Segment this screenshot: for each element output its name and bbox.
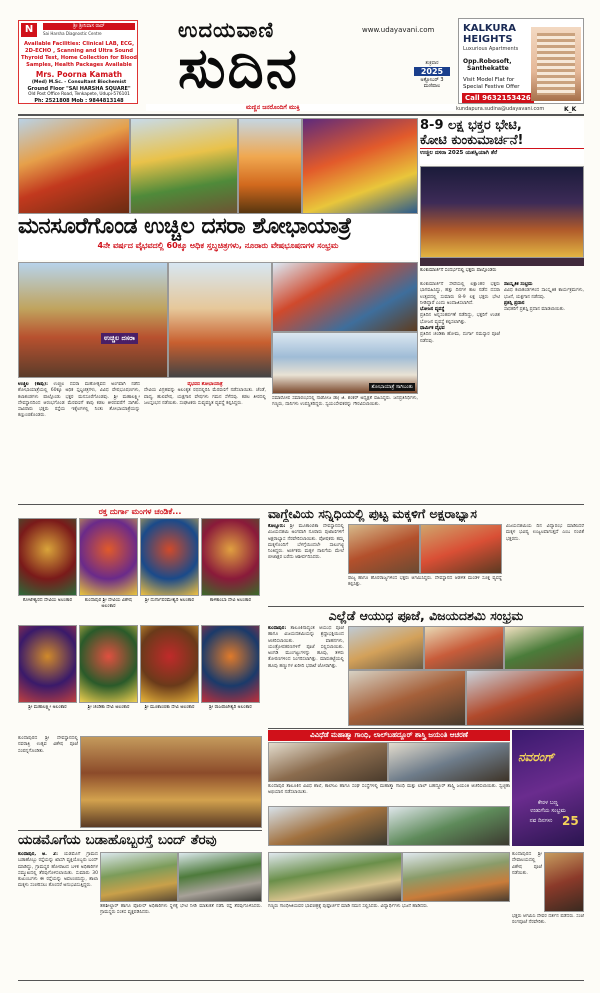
goddess-cell xyxy=(79,518,138,623)
goddess-caption: ಕೋಟೇಶ್ವರದ ದೇವಿಯ ಅಲಂಕಾರ xyxy=(22,598,73,603)
night-crowd-photo xyxy=(420,166,584,258)
lead-body-3 xyxy=(272,396,418,502)
lead-right-sub-2: ಸಾಂಸ್ಕೃತಿಕ ಸಂಭ್ರಮ xyxy=(504,282,533,287)
goddess-cell xyxy=(140,625,199,730)
bottom-right-text-2-body: ಭಕ್ತರು ಆಗಮಿಸಿ ದೇವರ ದರ್ಶನ ಪಡೆದರು. ಸಂಜೆ ರಂಗಪೂಜೆ ನೆರವೇರಿತು. xyxy=(512,914,584,926)
lead-right-text-4: ಪ್ರತಿದಿನ ಚಂಡಿಕಾ ಹೋಮ, ದುರ್ಗಾ ನಮಸ್ಕಾರ ಪೂಜೆ ನಡೆದವು. xyxy=(420,332,500,344)
bandh-body-2: ತಹಶೀಲ್ದಾರ್ ಹಾಗೂ ಪೊಲೀಸ್ ಅಧಿಕಾರಿಗಳು ಸ್ಥಳಕ್ಕೆ ಭೇಟಿ ನೀಡಿ ಮಾತುಕತೆ ನಡೆಸಿ ರಸ್ತೆ ತೆರವುಗೊಳಿಸಿದರು. ಗ್ರಾಮಸ್ಥರು ಸಂತಸ ವ್ಯಕ್ತಪಡಿಸಿದರು. xyxy=(100,904,262,916)
building-image xyxy=(531,27,581,101)
ad-facilities-2: 2D-ECHO , Scanning and Ultra Sound xyxy=(25,48,133,54)
lead-dateline: ಉಚ್ಚಿಲ (ಕಾಪು): xyxy=(18,382,48,387)
side-headline-1: 8-9 ಲಕ್ಷ ಭಕ್ತರ ಭೇಟಿ, xyxy=(420,118,522,133)
side-headline-box xyxy=(420,118,584,164)
navaratri-title: ನವರಂಗ್ xyxy=(518,750,555,764)
lead-right-sub-4: ಪ್ರಶಸ್ತಿ ಪ್ರದಾನ xyxy=(504,300,525,306)
aksharabhyasa-col-2 xyxy=(348,576,502,604)
goddess-photo xyxy=(140,518,199,596)
clinic-logo: N xyxy=(21,23,37,37)
lead-photo-3 xyxy=(238,118,302,214)
aksharabhyasa-body-2: ರಾಜ್ಯ ಹಾಗೂ ಹೊರರಾಜ್ಯಗಳಿಂದ ಭಕ್ತರು ಆಗಮಿಸಿದ್ದರು. ದೇವಸ್ಥಾನದ ಆಡಳಿತ ಮಂಡಳಿ ಸೂಕ್ತ ವ್ಯವಸ್ಥೆ ಕಲ್ಪಿಸಿತ್ತು. xyxy=(348,576,502,588)
masthead-logo: ಸುದಿನ xyxy=(178,36,299,101)
navaratri-box[interactable] xyxy=(512,730,584,846)
goddess-caption: ಕುಂದಾಪುರ ಶ್ರೀ ದೇವಿಯ ವಿಶೇಷ ಅಲಂಕಾರ xyxy=(84,598,133,609)
ad-right-title: KALKURA xyxy=(463,23,516,34)
header-ad-left[interactable] xyxy=(18,20,138,104)
gandhi-photo-1 xyxy=(268,742,388,782)
gandhi-body-2 xyxy=(268,904,510,978)
goddess-cell xyxy=(201,518,260,623)
ayudha-photo-5 xyxy=(466,670,584,726)
shrine-label: ಉಚ್ಚಿಲ ದಸರಾ xyxy=(101,333,138,344)
bandh-col-1 xyxy=(18,852,98,978)
ayudha-headline: ಎಲ್ಲೆಡೆ ಆಯುಧ ಪೂಜೆ, ವಿಜಯದಶಮಿ ಸಂಭ್ರಮ xyxy=(328,608,524,623)
date-box xyxy=(414,60,450,104)
goddess-photo xyxy=(79,625,138,703)
ad-facilities-3: Thyroid Test, Home Collection for Blood xyxy=(21,55,137,61)
goddess-caption: ಶ್ರೀ ರಾಜರಾಜೇಶ್ವರಿ ಅಲಂಕಾರ xyxy=(209,705,252,710)
ad-right-offer-2: Special Festive Offer xyxy=(463,84,520,90)
ayudha-dateline: ಕುಂದಾಪುರ: xyxy=(268,626,287,631)
masthead-top: ಉದಯವಾಣಿ xyxy=(178,18,275,42)
ship-float-photo xyxy=(272,332,418,394)
gandhi-headline: ವಿವಿಧೆಡೆ ಮಹಾತ್ಮಾ ಗಾಂಧಿ, ಲಾಲ್‌ಬಹದ್ದೂರ್ ಶಾಸ್ತ್ರಿ ಜಯಂತಿ ಆಚರಣೆ xyxy=(268,730,510,741)
lead-subhead-2: ವೈಭವದ ಶೋಭಾಯಾತ್ರೆ xyxy=(187,382,223,387)
bandh-col-2 xyxy=(100,904,262,978)
ayudha-col-1 xyxy=(268,626,344,726)
lead-right-col-b xyxy=(504,282,584,502)
goddess-cell xyxy=(18,518,77,623)
lead-body-1 xyxy=(18,382,140,502)
bandh-photo-2 xyxy=(178,852,262,902)
ayudha-photo-1 xyxy=(348,626,424,670)
gandhi-body-text: ಕುಂದಾಪುರ ತಾಲೂಕಿನ ವಿವಿಧ ಶಾಲೆ, ಕಾಲೇಜು ಹಾಗೂ ಸಂಘ ಸಂಸ್ಥೆಗಳಲ್ಲಿ ಮಹಾತ್ಮಾ ಗಾಂಧಿ ಮತ್ತು ಲಾಲ್ ಬಹದ್ದೂರ್ ಶಾಸ್ತ್ರಿ ಜಯಂತಿ ಆಚರಿಸಲಾಯಿತು. ಸ್ವಚ್ಛತಾ ಅಭಿಯಾನ ನಡೆಸಲಾಯಿತು. xyxy=(268,784,510,796)
bottom-right-text-2 xyxy=(512,914,584,978)
lead-right-col-a xyxy=(420,282,500,502)
navaratri-line-1: ಕೇರಳ ಬಣ್ಣ xyxy=(537,800,559,806)
gandhi-body-2-text: ಗಣ್ಯರು ಗಾಂಧೀಜಿಯವರ ಭಾವಚಿತ್ರಕ್ಕೆ ಪುಷ್ಪಾರ್ಚನೆ ಮಾಡಿ ನಮನ ಸಲ್ಲಿಸಿದರು. ವಿದ್ಯಾರ್ಥಿಗಳು ಭಜನೆ ಹಾಡಿದರು. xyxy=(268,904,429,909)
clinic-name: Sai Harsha Diagnostic Centre xyxy=(43,31,102,36)
header-ad-right[interactable] xyxy=(458,18,584,104)
goddess-photo xyxy=(79,518,138,596)
lead-right-sub-3: ಧಾರ್ಮಿಕ ವೈಭವ xyxy=(420,326,445,332)
tagline: ಮಣ್ಣಿನ ಜನರೊಂದಿಗೆ ಮುಕ್ತಿ xyxy=(246,104,300,111)
website[interactable]: www.udayavani.com xyxy=(362,26,435,34)
float-photo xyxy=(272,262,418,332)
lead-right-text-1: ಕುಂಕುಮಾರ್ಚನೆ ಸೇವೆಯಲ್ಲಿ ಲಕ್ಷಾಂತರ ಭಕ್ತರು ಭಾಗವಹಿಸಿದ್ದು, ಹತ್ತು ದಿನಗಳ ಕಾಲ ನಡೆದ ದಸರಾ ಉತ್ಸವದಲ್ಲಿ ಸುಮಾರು 8-9 ಲಕ್ಷ ಭಕ್ತರು ಭೇಟಿ ನೀಡಿದ್ದಾರೆ ಎಂದು ಅಂದಾಜಿಸಲಾಗಿದೆ. xyxy=(420,282,500,306)
bandh-body: ಯಡಮೊಗೆ ಗ್ರಾಮದ ಬಡಾಹೊಬ್ಬು ರಸ್ತೆಯನ್ನು ಖಾಸಗಿ ವ್ಯಕ್ತಿಯೊಬ್ಬರು ಬಂದ್ ಮಾಡಿದ್ದು, ಗ್ರಾಮಸ್ಥರ ಹೋರಾಟದ ಬಳಿಕ ಅಧಿಕಾರಿಗಳ ಸಮ್ಮುಖದಲ್ಲಿ ತೆರವುಗೊಳಿಸಲಾಯಿತು. ಸುಮಾರು 30 ಕುಟುಂಬಗಳು ಈ ರಸ್ತೆಯನ್ನು ಅವಲಂಬಿಸಿದ್ದು, ಶಾಲಾ ಮಕ್ಕಳು ಸಂಚರಿಸಲು ತೊಂದರೆ ಅನುಭವಿಸುತ್ತಿದ್ದರು. xyxy=(18,852,98,889)
bottom-right-photo xyxy=(544,852,584,912)
lead-text-2: ದೇವಿಯ ವಿಗ್ರಹವನ್ನು ಅಲಂಕೃತ ರಥದಲ್ಲಿರಿಸಿ ಮೆರವಣಿಗೆ ನಡೆಸಲಾಯಿತು. ಚೆಂಡೆ, ವಾದ್ಯ, ಹುಲಿವೇಷ, ಯಕ್ಷಗಾನ ವೇಷಗಳು ಗಮನ ಸೆಳೆದವು. ಕಡಲ ತೀರದಲ್ಲಿ ಜಲಸ್ತಂಭನ ನಡೆಯಿತು. ಸಂಘಟಕರು ಸುವ್ಯವಸ್ಥಿತ ವ್ಯವಸ್ಥೆ ಕಲ್ಪಿಸಿದ್ದರು. xyxy=(144,388,266,406)
goddess-cell xyxy=(140,518,199,623)
lead-right-text-5: ಸಾಧಕರಿಗೆ ಪ್ರಶಸ್ತಿ ಪ್ರದಾನ ಮಾಡಲಾಯಿತು. xyxy=(504,307,566,313)
aksharabhyasa-body: ಶ್ರೀ ಮೂಕಾಂಬಿಕಾ ದೇವಸ್ಥಾನದಲ್ಲಿ ವಿಜಯದಶಮಿ ಅಂಗವಾಗಿ ನೂರಾರು ಪುಟಾಣಿಗಳಿಗೆ ಅಕ್ಷರಾಭ್ಯಾಸ ನೆರವೇರಿಸಲಾಯಿತು. ಪೋಷಕರು ತಮ್ಮ ಮಕ್ಕಳೊಂದಿಗೆ ಬೆಳಗ್ಗೆಯಿಂದಲೇ ಸಾಲುಗಟ್ಟಿ ನಿಂತಿದ್ದರು. ಅರ್ಚಕರು ಮಕ್ಕಳ ನಾಲಿಗೆಯ ಮೇಲೆ ಬೀಜಾಕ್ಷರ ಬರೆದು ಆಶೀರ್ವದಿಸಿದರು. xyxy=(268,524,344,561)
aksharabhyasa-dateline: ಕೊಲ್ಲೂರು: xyxy=(268,524,286,529)
bandh-headline: ಯಡಮೊಗೆಯ ಬಡಾಹೊಬ್ಬರಸ್ತೆ ಬಂದ್ ತೆರವು xyxy=(18,832,217,848)
goddess-side-text-body: ಕುಂದಾಪುರದ ಶ್ರೀ ದೇವಸ್ಥಾನದಲ್ಲಿ ನವರಾತ್ರಿ ಉತ್ಸವ ವಿಶೇಷ ಪೂಜೆ ಸಂಪನ್ನಗೊಂಡಿತು. xyxy=(18,736,78,754)
ad-left-tag: ಶ್ರೀ ಶ್ರೀನಿವಾಸ ರಾವ್ xyxy=(43,23,135,30)
bandh-photo-3 xyxy=(268,852,402,902)
ayudha-photo-2 xyxy=(424,626,504,670)
aksharabhyasa-photo-1 xyxy=(348,524,420,574)
ayudha-photo-3 xyxy=(504,626,584,670)
lead-headline: ಮನಸೂರೆಗೊಂಡ ಉಚ್ಚಿಲ ದಸರಾ ಶೋಭಾಯಾತ್ರೆ xyxy=(18,214,352,239)
ad-facilities-1: Available Facilities: Clinical LAB, ECG, xyxy=(23,41,135,47)
ad-right-phone: Call 9632153426 xyxy=(462,93,534,103)
goddess-caption: ಶ್ರೀ ಮಹಾಲಕ್ಷ್ಮೀ ಅಲಂಕಾರ xyxy=(28,705,67,710)
ad-facilities-4: Samples, Health Packages Available xyxy=(26,62,132,68)
aksharabhyasa-body-3: ವಿಜಯದಶಮಿಯ ದಿನ ವಿದ್ಯಾರಂಭ ಮಾಡಿಸಿದರೆ ಮಕ್ಕಳ ಭವಿಷ್ಯ ಉಜ್ವಲವಾಗುತ್ತದೆ ಎಂಬ ನಂಬಿಕೆ ಭಕ್ತರದು. xyxy=(506,524,584,542)
temple-photo xyxy=(18,262,168,378)
goddess-photo xyxy=(18,518,77,596)
goddess-caption: ಶ್ರೀ ಚಂಡಿಕಾ ದೇವಿ ಅಲಂಕಾರ xyxy=(87,705,130,710)
edition-email[interactable]: kundapura.sudina@udayavani.com xyxy=(456,106,545,112)
lead-headline-box xyxy=(18,214,418,260)
lead-text-3: ಸಮಾರೋಪ ಸಮಾರಂಭದಲ್ಲಿ ನಾಡೋಜ ಡಾ| ಜಿ. ಶಂಕರ್ ಅಧ್ಯಕ್ಷತೆ ವಹಿಸಿದ್ದರು. ಜನಪ್ರತಿನಿಧಿಗಳು, ಗಣ್ಯರು, ದಾನಿಗಳು ಉಪಸ್ಥಿತರಿದ್ದರು. ಸ್ವಯಂಸೇವಕರನ್ನು ಗೌರವಿಸಲಾಯಿತು. xyxy=(272,396,418,408)
ayudha-body: ತಾಲೂಕಿನಾದ್ಯಂತ ಆಯುಧ ಪೂಜೆ ಹಾಗೂ ವಿಜಯದಶಮಿಯನ್ನು ಶ್ರದ್ಧಾಭಕ್ತಿಯಿಂದ ಆಚರಿಸಲಾಯಿತು. ವಾಹನಗಳು, ಯಂತ್ರೋಪಕರಣಗಳಿಗೆ ಪೂಜೆ ಸಲ್ಲಿಸಲಾಯಿತು. ಅಂಗಡಿ ಮುಂಗಟ್ಟುಗಳನ್ನು ಹೂವು, ತಳಿರು ತೋರಣಗಳಿಂದ ಸಿಂಗರಿಸಲಾಗಿತ್ತು. ಮಾರುಕಟ್ಟೆಯಲ್ಲಿ ಹೂವು ಹಣ್ಣುಗಳ ಖರೀದಿ ಭರಾಟೆ ಜೋರಾಗಿತ್ತು. xyxy=(268,626,344,669)
goddess-side-text xyxy=(18,736,78,828)
lead-photo-4 xyxy=(302,118,418,214)
date-day: ಶುಕ್ರವಾರ xyxy=(425,61,439,66)
goddess-grid xyxy=(18,518,262,732)
temple-interior-photo xyxy=(80,736,262,828)
goddess-photo xyxy=(201,518,260,596)
goddess-caption: ಕಾಳಿಕಾಂಬಾ ದೇವಿ ಅಲಂಕಾರ xyxy=(209,598,252,603)
edition-code: K_K xyxy=(564,106,577,113)
goddess-photo xyxy=(140,625,199,703)
ad-address-1: Ground Floor "SAI HARSHA SQUARE" xyxy=(27,86,131,92)
date-year: 2025 xyxy=(414,67,450,76)
ad-right-title-2: HEIGHTS xyxy=(463,34,513,45)
goddess-title: ರಕ್ತ ದುರ್ಗಾ ಮಂಗಳ ಚಂಡಿಕೆ... xyxy=(98,507,182,516)
gandhi-body xyxy=(268,784,510,804)
aksharabhyasa-col-1 xyxy=(268,524,344,604)
ad-address-2: Old Post Office Road, Tenkapete, Udupi-576101 xyxy=(28,92,130,97)
goddess-caption: ಶ್ರೀ ಮೂಕಾಂಬಿಕಾ ದೇವಿ ಅಲಂಕಾರ xyxy=(144,705,195,710)
ad-right-location-1: Opp.Robosoft, xyxy=(463,58,512,65)
date-month: ಅಕ್ಟೋಬರ್ 3 xyxy=(420,77,444,83)
aksharabhyasa-col-3 xyxy=(506,524,584,604)
date-place: ಮಣಿಪಾಲ xyxy=(423,83,441,89)
lead-photo-2 xyxy=(130,118,238,214)
lead-right-sub-1: ಭೋಜನ ವ್ಯವಸ್ಥೆ xyxy=(420,307,445,313)
navaratri-line-3: ನವ ದಿನಗಳು xyxy=(529,818,553,824)
ad-doctor-name: Mrs. Poorna Kamath xyxy=(35,70,123,79)
goddess-cell xyxy=(201,625,260,730)
side-kicker: ಉಚ್ಚಿಲ ದಸರಾ 2025 ಯಶಸ್ವಿಯಾಗಿ ತೆರೆ xyxy=(420,148,584,157)
ad-right-offer-1: Visit Model Flat for xyxy=(463,77,515,83)
night-photo-caption: ಕುಂಕುಮಾರ್ಚನೆ ಸಂದರ್ಭದಲ್ಲಿ ಭಕ್ತರು ಪಾಲ್ಗೊಂಡರು xyxy=(420,268,497,273)
bandh-photo-4 xyxy=(402,852,510,902)
procession-photo xyxy=(168,262,272,378)
goddess-photo xyxy=(18,625,77,703)
bandh-dateline: ಕುಂದಾಪುರ, ಅ. 2: xyxy=(18,852,58,857)
goddess-photo xyxy=(201,625,260,703)
ad-right-sub: Luxurious Apartments xyxy=(463,46,519,52)
aksharabhyasa-photo-2 xyxy=(420,524,502,574)
crowd-photo-2 xyxy=(420,258,584,266)
ad-right-location-2: Santhekatte xyxy=(467,65,509,72)
lead-photo-1 xyxy=(18,118,130,214)
goddess-cell xyxy=(79,625,138,730)
aksharabhyasa-headline: ವಾಗ್ದೇವಿಯ ಸನ್ನಿಧಿಯಲ್ಲಿ ಪುಟ್ಟ ಮಕ್ಕಳಿಗೆ ಅಕ್ಷರಾಭ್ಯಾಸ xyxy=(268,506,477,521)
tagline-bar xyxy=(146,104,456,111)
navaratri-line-2: ಉಡುಗೆಯ ಸಂಭ್ರಮ xyxy=(530,808,566,814)
lead-body-2 xyxy=(144,382,266,502)
gandhi-photo-2 xyxy=(388,742,510,782)
goddess-caption: ಶ್ರೀ ದುರ್ಗಾಪರಮೇಶ್ವರಿ ಅಲಂಕಾರ xyxy=(144,598,195,603)
bandh-photo-1 xyxy=(100,852,178,902)
ad-phone: Ph: 2521808 Mob : 9844813148 xyxy=(34,98,124,104)
side-headline-2: ಕೋಟಿ ಕುಂಕುಮಾರ್ಚನೆ! xyxy=(420,133,524,148)
ayudha-photo-4 xyxy=(348,670,466,726)
navaratri-number: 25 xyxy=(562,814,579,828)
lead-text-1: ಉಚ್ಚಿಲ ದಸರಾ ಮಹೋತ್ಸವದ ಅಂಗವಾಗಿ ನಡೆದ ಶೋಭಾಯಾತ್ರೆಯಲ್ಲಿ 60ಕ್ಕೂ ಅಧಿಕ ಸ್ತಬ್ಧಚಿತ್ರಗಳು, ವಿವಿಧ ವೇಷಭೂಷಣಗಳು, ಕಲಾತಂಡಗಳು ಪಾಲ್ಗೊಂಡು ಭಕ್ತರ ಮನಸೂರೆಗೊಂಡವು. ಶ್ರೀ ಮಹಾಲಕ್ಷ್ಮೀ ದೇವಸ್ಥಾನದಿಂದ ಆರಂಭಗೊಂಡ ಮೆರವಣಿಗೆ ಕಾಪು ಕಡಲ ತೀರದವರೆಗೆ ಸಾಗಿತು. ಸಾವಿರಾರು ಭಕ್ತರು ರಸ್ತೆಯ ಇಕ್ಕೆಲಗಳಲ್ಲಿ ನಿಂತು ಶೋಭಾಯಾತ್ರೆಯನ್ನು ಕಣ್ತುಂಬಿಕೊಂಡರು. xyxy=(18,382,140,419)
bottom-right-text-1: ಕುಂದಾಪುರದ ಶ್ರೀ ದೇವಾಲಯದಲ್ಲಿ ವಿಶೇಷ ಪೂಜೆ ನಡೆಯಿತು. xyxy=(512,852,542,876)
goddess-cell xyxy=(18,625,77,730)
ad-doctor-sub: (Med) M.Sc. - Consultant Biochemist xyxy=(31,80,127,85)
ship-photo-label: ಶೋಭಾಯಾತ್ರೆ ಸಾಗಿಬಂತು xyxy=(371,384,413,390)
lead-right-text-2: ಪ್ರತಿದಿನ ಅನ್ನಸಂತರ್ಪಣೆ ನಡೆದಿದ್ದು, ಭಕ್ತರಿಗೆ ಉಚಿತ ಭೋಜನ ವ್ಯವಸ್ಥೆ ಕಲ್ಪಿಸಲಾಗಿತ್ತು. xyxy=(420,313,500,325)
lead-right-text-3: ವಿವಿಧ ಕಲಾತಂಡಗಳಿಂದ ಸಾಂಸ್ಕೃತಿಕ ಕಾರ್ಯಕ್ರಮಗಳು, ಭಜನೆ, ಯಕ್ಷಗಾನ ನಡೆದವು. xyxy=(504,288,584,300)
lead-subhead: 4ನೇ ವರ್ಷದ ವೈಭವದಲ್ಲಿ 60ಕ್ಕೂ ಅಧಿಕ ಸ್ತಬ್ಧಚಿತ್ರಗಳು, ನೂರಾರು ವೇಷಭೂಷಣಗಳ ಸಂಭ್ರಮ xyxy=(97,241,339,250)
bottom-right-text xyxy=(512,852,542,912)
